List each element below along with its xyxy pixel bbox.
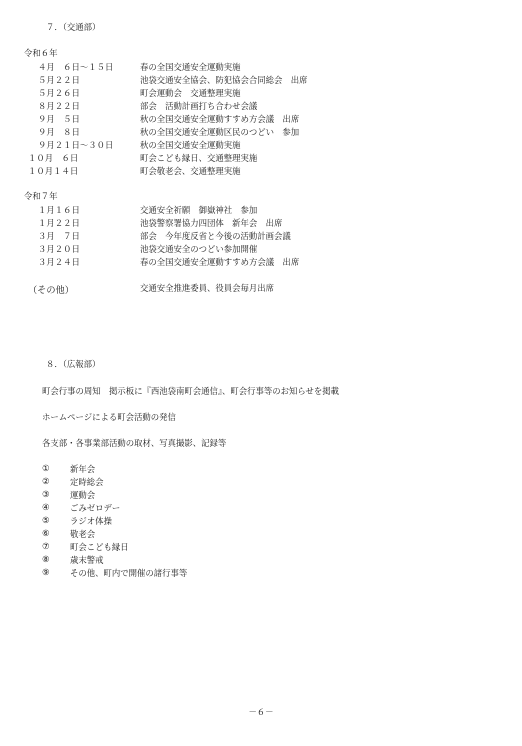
event-desc: 春の全国交通安全運動実施	[140, 62, 241, 72]
list-item	[0, 567, 522, 579]
table-row	[0, 152, 522, 164]
list-text: 運動会	[70, 490, 96, 500]
event-desc: 秋の全国交通安全運動すすめ方会議 出席	[140, 114, 300, 124]
event-date: １月１６日	[38, 205, 80, 215]
list-text: 敬老会	[70, 529, 96, 539]
list-item	[0, 476, 522, 488]
list-item	[0, 489, 522, 501]
list-number: ①	[42, 463, 50, 473]
list-number: ⑥	[42, 528, 50, 538]
table-row	[0, 61, 522, 73]
section8-heading: ８．（広報部）	[46, 359, 101, 369]
event-date: ９月 ８日	[38, 127, 80, 137]
list-text: 新年会	[70, 464, 96, 474]
list-item	[0, 502, 522, 514]
event-date: ８月２２日	[38, 101, 80, 111]
list-text: 定時総会	[70, 477, 104, 487]
event-date: ３月 ７日	[38, 231, 80, 241]
table-row	[0, 230, 522, 242]
table-row	[0, 243, 522, 255]
event-date: ３月２０日	[38, 244, 80, 254]
list-text: その他、町内で開催の諸行事等	[70, 568, 188, 578]
year-label-r7: 令和７年	[24, 191, 58, 201]
table-row	[0, 113, 522, 125]
list-item	[0, 528, 522, 540]
list-number: ⑧	[42, 554, 50, 564]
list-item	[0, 554, 522, 566]
event-date: ９月 ５日	[38, 114, 80, 124]
table-row	[0, 165, 522, 177]
event-date: ９月２１日～３０日	[38, 140, 114, 150]
list-number: ④	[42, 502, 50, 512]
list-item	[0, 463, 522, 475]
page-number: －６－	[248, 707, 274, 717]
event-date: ４月 ６日～１５日	[38, 62, 114, 72]
table-row	[0, 204, 522, 216]
event-desc: 秋の全国交通安全運動実施	[140, 140, 241, 150]
event-desc: 部会 今年度反省と今後の活動計画会議	[140, 231, 291, 241]
list-number: ⑨	[42, 567, 50, 577]
event-date: １０月１４日	[28, 166, 79, 176]
section7-heading: ７．（交通部）	[46, 22, 101, 32]
list-text: 町会こども縁日	[70, 542, 129, 552]
list-item	[0, 541, 522, 553]
table-row	[0, 100, 522, 112]
event-desc: 秋の全国交通安全運動区民のつどい 参加	[140, 127, 300, 137]
event-desc: 交通安全祈願 御嶽神社 参加	[140, 205, 258, 215]
event-date: ３月２４日	[38, 257, 80, 267]
table-row	[0, 126, 522, 138]
notice-paragraph: 町会行事の周知 掲示板に『西池袋南町会通信』、町会行事等のお知らせを掲載	[42, 386, 340, 396]
table-row	[0, 256, 522, 268]
list-number: ②	[42, 476, 50, 486]
list-text: 歳末警戒	[70, 555, 104, 565]
table-row	[0, 139, 522, 151]
event-desc: 池袋交通安全のつどい参加開催	[140, 244, 258, 254]
event-desc: 春の全国交通安全運動すすめ方会議 出席	[140, 257, 300, 267]
event-desc: 町会運動会 交通整理実施	[140, 88, 241, 98]
other-label: （その他）	[28, 285, 74, 296]
list-number: ③	[42, 489, 50, 499]
coverage-paragraph: 各支部・各事業部活動の取材、写真撮影、記録等	[42, 438, 227, 448]
list-text: ごみゼロデー	[70, 503, 121, 513]
event-desc: 部会 活動計画打ち合わせ会議	[140, 101, 258, 111]
event-date: ５月２６日	[38, 88, 80, 98]
list-item	[0, 515, 522, 527]
event-desc: 池袋交通安全協会、防犯協会合同総会 出席	[140, 75, 308, 85]
table-row	[0, 87, 522, 99]
other-row	[0, 282, 522, 294]
list-number: ⑤	[42, 515, 50, 525]
homepage-paragraph: ホームページによる町会活動の発信	[42, 412, 176, 422]
table-row	[0, 217, 522, 229]
year-label-r6: 令和６年	[24, 48, 58, 58]
event-desc: 町会敬老会、交通整理実施	[140, 166, 241, 176]
event-desc: 池袋警察署協力四団体 新年会 出席	[140, 218, 283, 228]
event-date: １月２２日	[38, 218, 80, 228]
event-date: １０月 ６日	[28, 153, 79, 163]
list-text: ラジオ体操	[70, 516, 112, 526]
event-date: ５月２２日	[38, 75, 80, 85]
event-desc: 町会こども縁日、交通整理実施	[140, 153, 258, 163]
other-text: 交通安全推進委員、役員会毎月出席	[140, 283, 274, 293]
list-number: ⑦	[42, 541, 50, 551]
table-row	[0, 74, 522, 86]
